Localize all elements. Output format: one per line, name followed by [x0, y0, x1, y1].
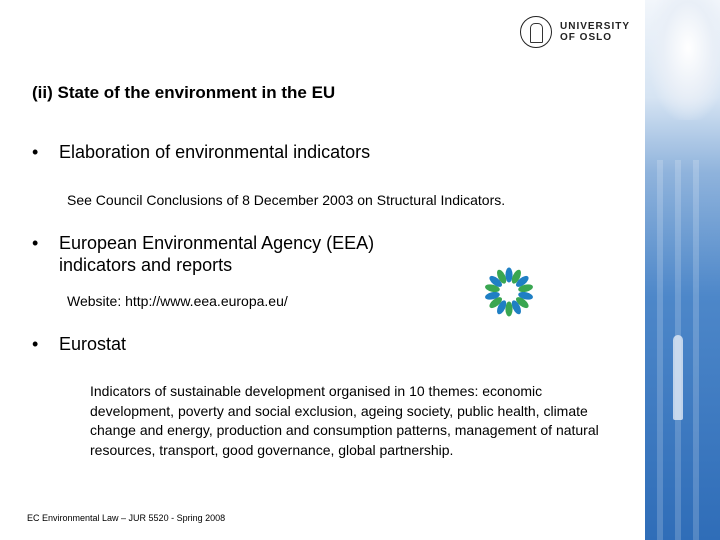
bullet-text-line-1: European Environmental Agency (EEA): [59, 233, 375, 253]
bullet-marker: •: [32, 142, 39, 162]
slide-footer: EC Environmental Law – JUR 5520 - Spring 2008: [27, 513, 226, 523]
bullet-text-line-2: indicators and reports: [59, 255, 233, 275]
column-decoration: [657, 160, 663, 540]
logo-line-2: OF OSLO: [560, 32, 612, 43]
eea-logo-icon: [479, 262, 539, 322]
university-logo-text: [560, 21, 630, 43]
slide-title: (ii) State of the environment in the EU: [32, 83, 336, 102]
bullet-marker: •: [32, 334, 39, 354]
bullet-text: Elaboration of environmental indicators: [59, 142, 371, 162]
column-decoration: [693, 160, 699, 540]
decorative-side-band: [645, 0, 720, 540]
bullet-subtext: Indicators of sustainable development organised in 10 themes: economic development, poverty and social exclusion, ageing society, public health, climate change and energy, production and consumption patterns, management of natural resources, transport, good governance, global partnership.: [90, 383, 599, 458]
bullet-text: [59, 232, 374, 276]
statue-bust-image: [649, 0, 720, 120]
statue-figure-image: [673, 335, 683, 420]
website-link[interactable]: Website: http://www.eea.europa.eu/: [67, 293, 288, 309]
bullet-subtext: See Council Conclusions of 8 December 2003 on Structural Indicators.: [67, 192, 506, 208]
bullet-marker: •: [32, 233, 39, 253]
university-seal-icon: [520, 16, 552, 48]
logo-line-1: UNIVERSITY: [560, 21, 631, 32]
university-logo: [520, 16, 635, 52]
bullet-text: Eurostat: [59, 334, 127, 354]
